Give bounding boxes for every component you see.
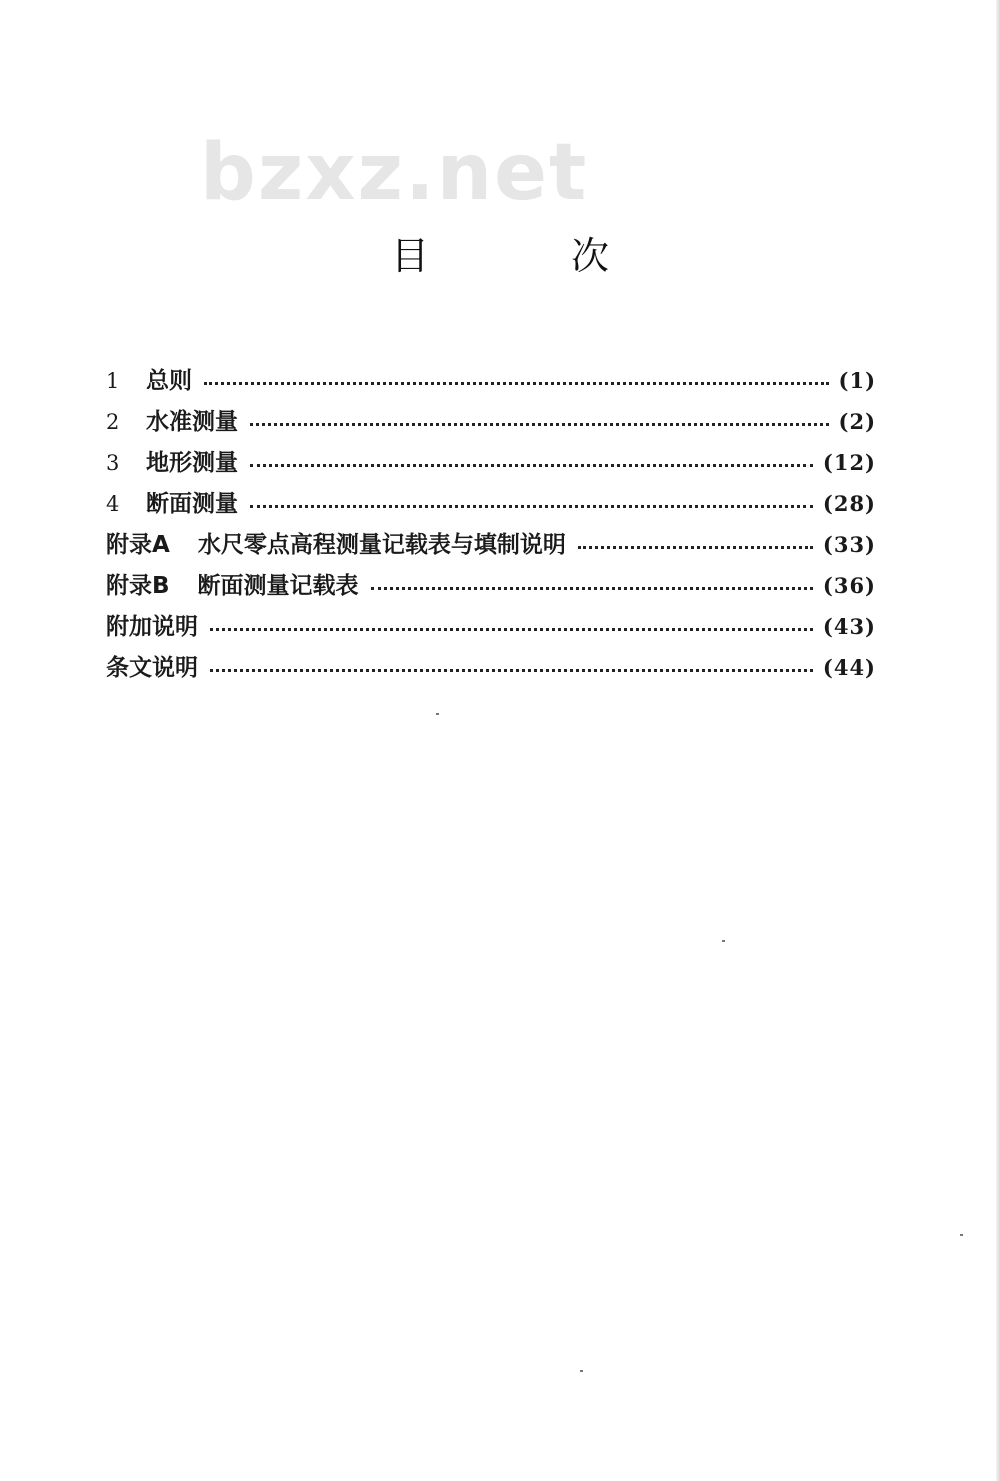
toc-entry-3[interactable] (106, 442, 876, 483)
toc-entry-page: (1) (838, 368, 876, 393)
toc-dot-leader (204, 382, 829, 385)
table-of-contents (106, 360, 876, 688)
watermark-text: bzxz.net (200, 128, 589, 218)
toc-entry-prefix: 附录B (106, 573, 170, 599)
scan-speck (722, 940, 725, 942)
toc-dot-leader (250, 423, 829, 426)
page-title-char-2: 次 (570, 234, 609, 278)
toc-dot-leader (210, 669, 813, 672)
toc-entry-page: (33) (822, 532, 876, 557)
toc-entry-title: 条文说明 (106, 655, 198, 681)
toc-entry-4[interactable] (106, 483, 876, 524)
toc-entry-article-explanations[interactable] (106, 647, 876, 688)
page-edge-shadow (996, 0, 1000, 1481)
toc-entry-page: (43) (822, 614, 876, 639)
toc-entry-number: 3 (106, 451, 120, 475)
page-title-char-1: 目 (390, 234, 429, 278)
toc-entry-title: 水尺零点高程测量记载表与填制说明 (197, 532, 566, 558)
toc-entry-prefix: 附录A (106, 532, 170, 558)
toc-entry-page: (28) (822, 491, 876, 516)
toc-entry-2[interactable] (106, 401, 876, 442)
toc-entry-appendix-b[interactable] (106, 565, 876, 606)
scan-speck (436, 713, 439, 715)
toc-dot-leader (578, 546, 813, 549)
toc-entry-title: 断面测量记载表 (197, 573, 359, 599)
toc-entry-appendix-a[interactable] (106, 524, 876, 565)
toc-entry-page: (2) (838, 409, 876, 434)
page-title (380, 232, 620, 280)
toc-entry-page: (12) (822, 450, 876, 475)
toc-entry-title: 地形测量 (146, 450, 238, 476)
toc-entry-number: 2 (106, 410, 120, 434)
toc-dot-leader (250, 505, 813, 508)
toc-entry-1[interactable] (106, 360, 876, 401)
scan-speck (580, 1370, 583, 1372)
toc-entry-number: 4 (106, 492, 120, 516)
toc-entry-title: 总则 (146, 368, 192, 394)
toc-entry-page: (36) (822, 573, 876, 598)
scan-speck (960, 1234, 963, 1236)
toc-entry-title: 水准测量 (146, 409, 238, 435)
toc-dot-leader (210, 628, 813, 631)
toc-entry-page: (44) (822, 655, 876, 680)
toc-entry-title: 断面测量 (146, 491, 238, 517)
toc-entry-additional-notes[interactable] (106, 606, 876, 647)
toc-entry-number: 1 (106, 369, 120, 393)
toc-entry-title: 附加说明 (106, 614, 198, 640)
toc-dot-leader (371, 587, 813, 590)
toc-dot-leader (250, 464, 813, 467)
